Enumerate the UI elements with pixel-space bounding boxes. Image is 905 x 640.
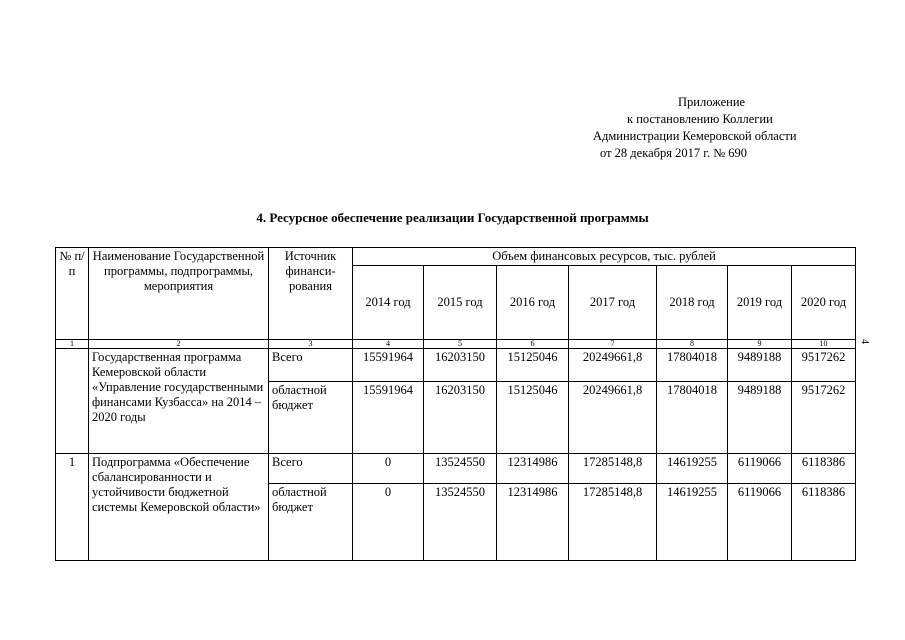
- index-cell: 5: [424, 340, 497, 349]
- value-cell: 9517262: [792, 349, 856, 382]
- header-source: Источник финанси-рования: [269, 248, 353, 340]
- value-cell: 6119066: [728, 484, 792, 561]
- index-cell: 6: [497, 340, 569, 349]
- header-year: 2020 год: [792, 266, 856, 340]
- value-cell: 12314986: [497, 484, 569, 561]
- appendix-line-3: Администрации Кемеровской области: [593, 129, 797, 143]
- table-row: [56, 349, 856, 382]
- row-name: Государственная программа Кемеровской области «Управление государственными финансами Кузбасса» на 2014 – 2020 годы: [89, 349, 269, 454]
- value-cell: 15125046: [497, 349, 569, 382]
- value-cell: 0: [353, 484, 424, 561]
- value-cell: 16203150: [424, 349, 497, 382]
- value-cell: 20249661,8: [569, 382, 657, 454]
- value-cell: 6118386: [792, 484, 856, 561]
- row-number: 1: [56, 454, 89, 561]
- value-cell: 14619255: [657, 484, 728, 561]
- row-source: областной бюджет: [269, 382, 353, 454]
- index-cell: 7: [569, 340, 657, 349]
- resource-table: [55, 247, 856, 561]
- table-row: [56, 454, 856, 484]
- appendix-block: [560, 94, 905, 162]
- index-cell: 9: [728, 340, 792, 349]
- index-cell: 1: [56, 340, 89, 349]
- header-name: Наименование Государственной программы, подпрограммы, мероприятия: [89, 248, 269, 340]
- index-cell: 4: [353, 340, 424, 349]
- header-year: 2018 год: [657, 266, 728, 340]
- value-cell: 14619255: [657, 454, 728, 484]
- row-source: Всего: [269, 349, 353, 382]
- row-source: Всего: [269, 454, 353, 484]
- value-cell: 16203150: [424, 382, 497, 454]
- value-cell: 15125046: [497, 382, 569, 454]
- header-year: 2014 год: [353, 266, 424, 340]
- header-year: 2015 год: [424, 266, 497, 340]
- header-row: [56, 248, 856, 266]
- value-cell: 17804018: [657, 349, 728, 382]
- header-volume: Объем финансовых ресурсов, тыс. рублей: [353, 248, 856, 266]
- value-cell: 6119066: [728, 454, 792, 484]
- index-cell: 10: [792, 340, 856, 349]
- header-year: 2016 год: [497, 266, 569, 340]
- appendix-line-4: от 28 декабря 2017 г. № 690: [600, 146, 748, 160]
- value-cell: 12314986: [497, 454, 569, 484]
- appendix-line-1: Приложение: [678, 95, 746, 109]
- value-cell: 0: [353, 454, 424, 484]
- value-cell: 20249661,8: [569, 349, 657, 382]
- value-cell: 15591964: [353, 382, 424, 454]
- index-row: [56, 340, 856, 349]
- value-cell: 9517262: [792, 382, 856, 454]
- value-cell: 9489188: [728, 349, 792, 382]
- appendix-line-2: к постановлению Коллегии: [627, 112, 773, 126]
- value-cell: 13524550: [424, 484, 497, 561]
- header-year: 2019 год: [728, 266, 792, 340]
- value-cell: 17285148,8: [569, 454, 657, 484]
- section-heading: 4. Ресурсное обеспечение реализации Государственной программы: [256, 210, 649, 225]
- row-source: областной бюджет: [269, 484, 353, 561]
- index-cell: 2: [89, 340, 269, 349]
- value-cell: 15591964: [353, 349, 424, 382]
- value-cell: 13524550: [424, 454, 497, 484]
- row-name: Подпрограмма «Обеспечение сбалансированности и устойчивости бюджетной системы Кемеровской области»: [89, 454, 269, 561]
- row-number: [56, 349, 89, 454]
- value-cell: 17285148,8: [569, 484, 657, 561]
- index-cell: 3: [269, 340, 353, 349]
- page-number: 4: [859, 339, 870, 344]
- index-cell: 8: [657, 340, 728, 349]
- value-cell: 9489188: [728, 382, 792, 454]
- value-cell: 17804018: [657, 382, 728, 454]
- header-no: № п/п: [56, 248, 89, 340]
- header-year: 2017 год: [569, 266, 657, 340]
- value-cell: 6118386: [792, 454, 856, 484]
